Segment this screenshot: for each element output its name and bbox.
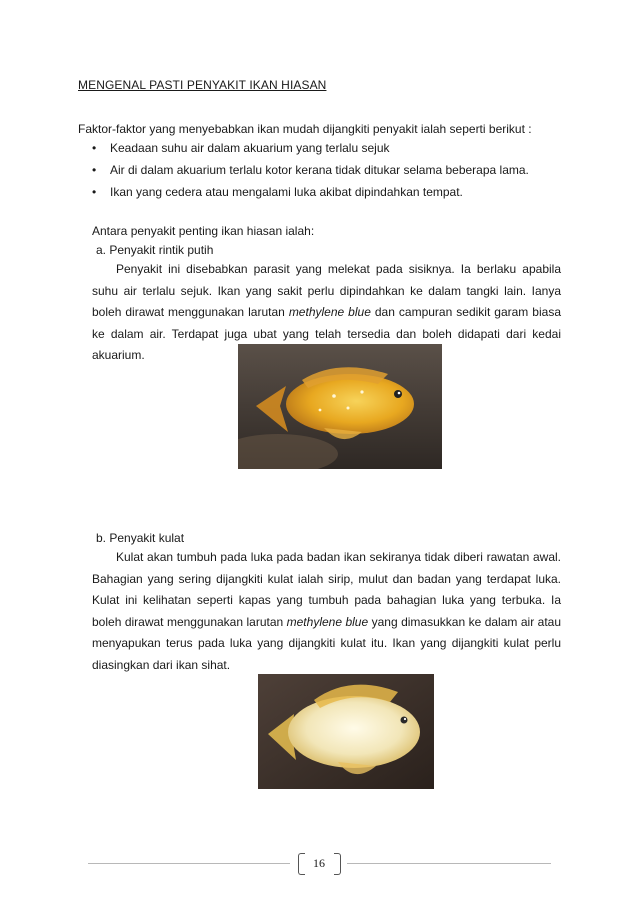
page-number-bracket-right xyxy=(334,853,341,875)
fungus-fish-photo xyxy=(258,674,434,789)
fish-photo-b-svg xyxy=(258,674,434,789)
list-item: • Keadaan suhu air dalam akuarium yang terlalu sejuk xyxy=(92,141,390,155)
footer-rule-right xyxy=(347,863,551,864)
bullet-icon: • xyxy=(92,163,97,177)
white-spot-fish-photo xyxy=(238,344,442,469)
fish-photo-a-svg xyxy=(238,344,442,469)
bullet-icon: • xyxy=(92,141,97,155)
document-title: MENGENAL PASTI PENYAKIT IKAN HIASAN xyxy=(78,78,327,92)
section-b-heading: b. Penyakit kulat xyxy=(96,531,185,545)
cause-list xyxy=(92,140,529,206)
disease-lead-text: Antara penyakit penting ikan hiasan ialah: xyxy=(92,224,315,238)
section-a-heading: a. Penyakit rintik putih xyxy=(96,243,214,257)
bullet-icon: • xyxy=(92,185,97,199)
list-item: • Air di dalam akuarium terlalu kotor kerana tidak ditukar selama beberapa lama. xyxy=(92,163,529,177)
intro-text: Faktor-faktor yang menyebabkan ikan mudah dijangkiti penyakit ialah seperti berikut : xyxy=(78,122,532,136)
list-item: • Ikan yang cedera atau mengalami luka akibat dipindahkan tempat. xyxy=(92,185,463,199)
methylene-blue-term: methylene blue xyxy=(288,305,371,320)
section-b-body: Kulat akan tumbuh pada luka pada badan ikan sekiranya tidak diberi rawatan awal. Bahagian yang sering dijangkiti kulat ialah sirip, mulut dan badan yang terdapat luka. Kulat ini kelihatan seperti kapas yang tumbuh pada bahagian luka yang terbuka. Ia boleh dirawat menggunakan larutan methylene blue yang dimasukkan ke dalam air atau menyapukan terus pada luka yang dijangkiti kulat itu. Ikan yang dijangkiti kulat perlu diasingkan dari ikan sihat. xyxy=(92,550,562,672)
footer-rule-left xyxy=(88,863,290,864)
page-number: 16 xyxy=(313,856,325,870)
methylene-blue-term: methylene blue xyxy=(286,614,369,629)
section-a-body: Penyakit ini disebabkan parasit yang melekat pada sisiknya. Ia berlaku apabila suhu air terlalu sejuk. Ikan yang sakit perlu dipindahkan ke dalam tangki lain. Ianya boleh dirawat menggunakan larutan methylene blue dan campuran sedikit garam biasa ke dalam air. Terdapat juga ubat yang telah tersedia dan boleh didapati dari kedai akuarium. xyxy=(92,262,561,363)
